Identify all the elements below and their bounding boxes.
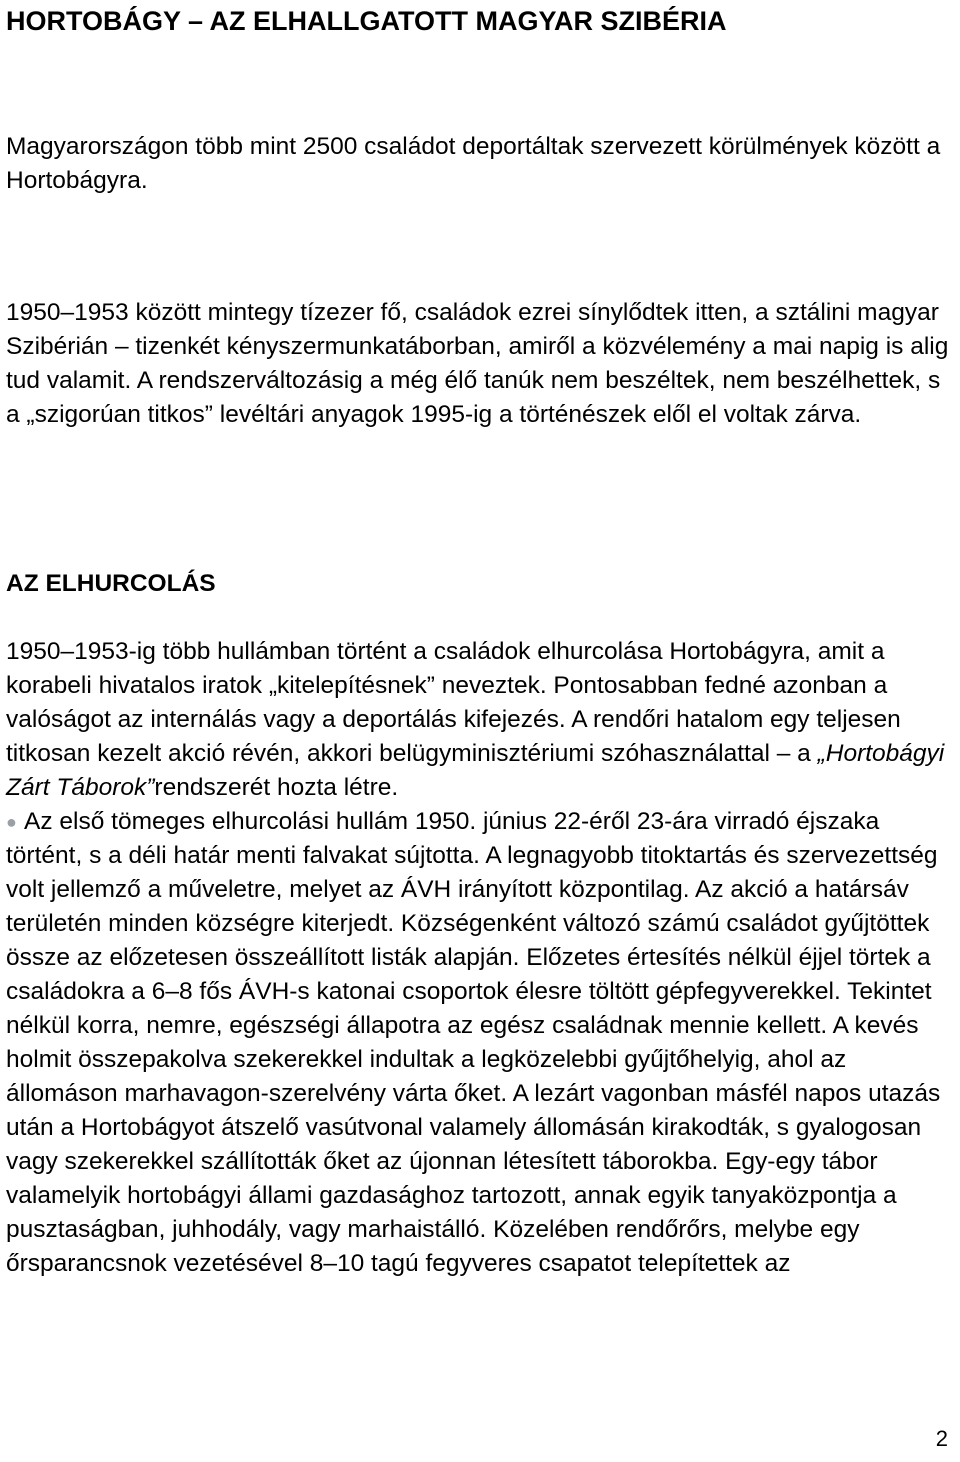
italic-term: „Hortobágyi Zárt Táborok” [6, 740, 945, 801]
section-body-part2: rendszerét hozta létre. [154, 774, 399, 801]
document-title: HORTOBÁGY – AZ ELHALLGATOTT MAGYAR SZIBÉRIA [6, 6, 727, 36]
section-heading: AZ ELHURCOLÁS [6, 570, 216, 597]
intro-paragraph: Magyarországon több mint 2500 családot deportáltak szervezett körülmények között a Hortobágyra. [6, 133, 941, 194]
page-number: 2 [935, 1426, 948, 1451]
bullet-text: Az első tömeges elhurcolási hullám 1950. június 22-éről 23-ára virradó éjszaka történt, s a déli határ menti falvakat sújtotta. A legnagyobb titoktartás és szervezettség volt jellemző a műveletre, melyet az ÁVH irányított központilag. Az akció a határsáv területén minden községre kiterjedt. Községenként változó számú családot gyűjtöttek össze az előzetesen összeállított listák alapján. Előzetes értesítés nélkül éjjel törtek a családokra a 6–8 fős ÁVH-s katonai csoportok élesre töltött gépfegyverekkel. Tekintet nélkül korra, nemre, egészségi állapotra az egész családnak mennie kellett. A kevés holmit összepakolva szekerekkel indultak a legközelebbi gyűjtőhelyig, ahol az állomáson marhavagon-szerelvény várta őket. A lezárt vagonban másfél napos utazás után a Hortobágyot átszelő vasútvonal valamely állomásán kirakodták, s gyalogosan vagy szekerekkel szállították őket az újonnan létesített táborokba. Egy-egy tábor valamelyik hortobágyi állami gazdasághoz tartozott, annak egyik tanyaközpontja a pusztaságban, juhhodály, vagy marhaistálló. Közelében rendőrőrs, melybe egy őrsparancsnok vezetésével 8–10 tagú fegyveres csapatot telepítettek az [6, 808, 941, 1277]
second-paragraph: 1950–1953 között mintegy tízezer fő, családok ezrei sínylődtek itten, a sztálini magyar Szibérián – tizenkét kényszermunkatáborban, amiről a közvélemény a mai napig is alig tud valamit. A rendszerváltozásig a még élő tanúk nem beszéltek, nem beszélhettek, s a „szigorúan titkos” levéltári anyagok 1995-ig a történészek elől el voltak zárva. [6, 299, 949, 428]
bullet-paragraph [6, 805, 954, 1281]
section-body [6, 635, 954, 1281]
section-body-part1: 1950–1953-ig több hullámban történt a családok elhurcolása Hortobágyra, amit a korabeli hivatalos iratok „kitelepítésnek” neveztek. Pontosabban fedné azonban a valóságot az internálás vagy a deportálás kifejezés. A rendőri hatalom egy teljesen titkosan kezelt akció révén, akkori belügyminisztériumi szóhasználattal – a [6, 638, 901, 767]
section-body-paragraph [6, 635, 954, 805]
bullet-dot-icon: ● [6, 812, 17, 832]
